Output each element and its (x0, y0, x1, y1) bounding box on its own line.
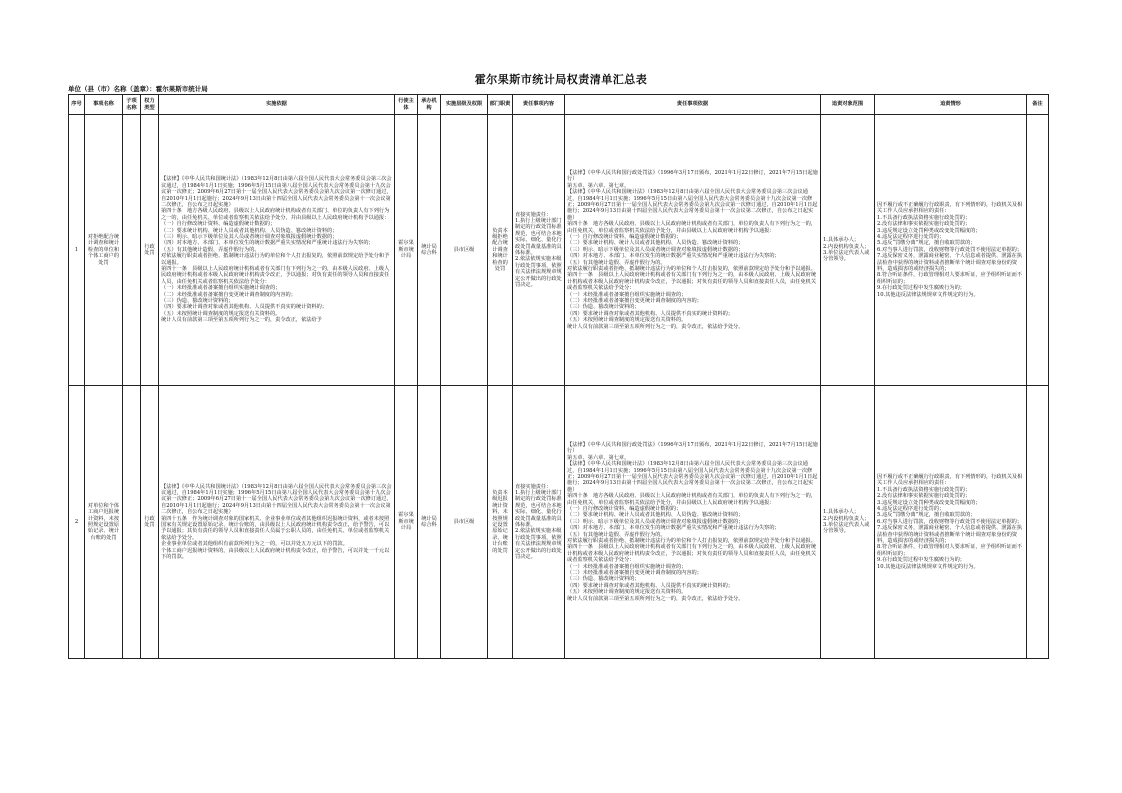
power-list-table (68, 94, 1049, 659)
row-duty-content: 直接实施责任： 1.执行上级统计部门制定的行政处罚标准规范，也可结合本地实际，细化、量化行政处罚裁量基准的具体标准。 2.依法依规实施本级行政处罚事项，依照有关法律法规规章规定公开做出的行政处罚决定。 (513, 386, 565, 659)
header-seq: 序号 (69, 95, 85, 115)
row-duty-basis: 【法律】《中华人民共和国行政处罚法》（1996年3月17日颁布，2021年1月22日修订，2021年7月15日起施行） 第五章、第六章、第七章。 【法律】《中华人民共和国统计法》（1983年12月8日由第六届全国人民代表大会常务委员会第三次会议通过，自1984年1月1日实施；1996年5月15日由第八届全国人民代表大会常务委员会第十九次会议第一次修正；2009年6月27日第十一届全国人民代表大会常务委员会第九次会议第一次修订通过，自2010年1月1日起施行；2024年9月13日由第十四届全国人民代表大会常务委员会第十一次会议第二次修正，自公布之日起实施） 第四十条 地方各级人民政府、县级以上人民政府统计机构或者有关部门、单位的负责人有下列行为之一的，由任免机关、单位或者监察机关依法给予处分，并由县级以上人民政府统计机构予以通报： （一）自行修改统计资料、编造虚假统计数据的； （二）要求统计机构、统计人员或者其他机构、人员伪造、篡改统计资料的； （三）明示、暗示下级单位及其人员或者统计调查对象填报虚假统计数据的； （四）对本地方、本部门、本单位发生的统计数据严重失实情况和严重统计违法行为失察的； （五）有其他统计造假、弄虚作假行为的。 对依法履行职责或者拒绝、抵制统计违法行为的单位和个人打击报复的，依照前款规定给予处分和予以通报。 第四十一条 县级以上人民政府统计机构或者有关部门有下列行为之一的，由本级人民政府、上级人民政府统计机构或者本级人民政府统计机构责令改正，予以通报；对负有责任的领导人员和直接责任人员，由任免机关或者监察机关依法给予处分： （一）未经批准或者备案擅自组织实施统计调查的； （二）未经批准或者备案擅自变更统计调查制度的内容的； （三）伪造、篡改统计资料的； （四）要求统计调查对象或者其他机构、人员提供不真实的统计资料的； （五）未按照统计调查制度的规定报送有关资料的。 统计人员有前款第三项至第五项所列行为之一的，责令改正，依法给予处分。 (565, 115, 821, 386)
page-title: 霍尔果斯市统计局权责清单汇总表 (474, 73, 648, 86)
row-accountability-cases: 因不履行或不正确履行行政职责，有下列情形的，行政机关及相关工作人员应承担相应的责任： 1.不具备行政执法资格实施行政处罚的； 2.没有法律和事实依据实施行政处罚的； 3.违反规定设立处罚种类或改变处罚幅度的； 4.违反法定程序进行处罚的； 5.违反“罚缴分离”规定，擅自收取罚款的； 6.对当事人进行罚款，没收财物等行政处罚不使用法定单据的； 7.违反保密义务，泄露商业秘密、个人信息或者提供、泄露在执法检查中获得的统计资料或者推断单个统计调查对象身份的资料，造成损害的或经济损失的； 8.符合听证条件，行政管理相对人要求听证，应予组织听证而不组织听证的； 9.在行政处罚过程中发生腐败行为的； 10.其他违反法律法规规章文件规定的行为。 (875, 386, 1027, 659)
header-power-type: 权力类型 (141, 95, 159, 115)
header-basis: 实施依据 (159, 95, 395, 115)
row-accountability-scope: 1.具体承办人； 2.内设机构负责人； 3.单位法定代表人或分管领导。 (821, 115, 875, 386)
header-handler: 承办机构 (418, 95, 441, 115)
header-duty-basis: 责任事项依据 (565, 95, 821, 115)
row-dept-duty: 负责本级迟报统计资料，未按照规定设置原始记录、统计台账的处罚 (488, 386, 513, 659)
header-dept-duty: 部门职责 (488, 95, 513, 115)
header-duty-content: 责任事项内容 (513, 95, 565, 115)
row-basis: 【法律】《中华人民共和国统计法》（1983年12月8日由第六届全国人民代表大会常务委员会第三次会议通过，自1984年1月1日实施；1996年5月15日由第八届全国人民代表大会常务委员会第十九次会议第一次修正；2009年6月27日第十一届全国人民代表大会常务委员会第九次会议第一次修订通过，自2010年1月1日起施行；2024年9月13日由第十四届全国人民代表大会常务委员会第十一次会议第二次修正，自公布之日起实施） 第四十五条 作为统计调查对象的国家机关、企业事业单位或者其他组织迟报统计资料，或者未按照国家有关规定设置原始记录、统计台账的，由县级以上人民政府统计机构责令改正，给予警告，可以予以通报；其负有责任的领导人员和直接责任人员属于公职人员的，由任免机关、单位或者监察机关依法给予处分。 企业事业单位或者其他组织有前款所列行为之一的，可以并处五万元以下的罚款。 个体工商户迟报统计资料的，由县级以上人民政府统计机构责令改正，给予警告，可以并处一千元以下的罚款。 (159, 386, 395, 659)
row-remarks (1027, 115, 1049, 386)
row-duty-content: 直接实施责任： 1.执行上级统计部门制定的行政处罚标准规范，也可结合本地实际，细化、量化行政处罚裁量基准的具体标准。 2.依法依规实施本级行政处罚事项，依照有关法律法规规章规定公开做出的行政处罚决定。 (513, 115, 565, 386)
row-seq: 1 (69, 115, 85, 386)
header-accountability-scope: 追责对象范围 (821, 95, 875, 115)
row-duty-basis: 【法律】《中华人民共和国行政处罚法》（1996年3月17日颁布，2021年1月22日修订，2021年7月15日起施行） 第五章、第六章、第七章。 【法律】《中华人民共和国统计法》（1983年12月8日由第六届全国人民代表大会常务委员会第三次会议通过，自1984年1月1日实施；1996年5月15日由第八届全国人民代表大会常务委员会第十九次会议第一次修正；2009年6月27日第十一届全国人民代表大会常务委员会第九次会议第一次修订通过，自2010年1月1日起施行；2024年9月13日由第十四届全国人民代表大会常务委员会第十一次会议第二次修正，自公布之日起实施） 第四十条 地方各级人民政府、县级以上人民政府统计机构或者有关部门、单位的负责人有下列行为之一的，由任免机关、单位或者监察机关依法给予处分，并由县级以上人民政府统计机构予以通报： （一）自行修改统计资料、编造虚假统计数据的； （二）要求统计机构、统计人员或者其他机构、人员伪造、篡改统计资料的； （三）明示、暗示下级单位及其人员或者统计调查对象填报虚假统计数据的； （四）对本地方、本部门、本单位发生的统计数据严重失实情况和严重统计违法行为失察的； （五）有其他统计造假、弄虚作假行为的。 对依法履行职责或者拒绝、抵制统计违法行为的单位和个人打击报复的，依照前款规定给予处分和予以通报。 第四十一条 县级以上人民政府统计机构或者有关部门有下列行为之一的，由本级人民政府、上级人民政府统计机构或者本级人民政府统计机构责令改正，予以通报；对负有责任的领导人员和直接责任人员，由任免机关或者监察机关依法给予处分： （一）未经批准或者备案擅自组织实施统计调查的； （二）未经批准或者备案擅自变更统计调查制度的内容的； （三）伪造、篡改统计资料的； （四）要求统计调查对象或者其他机构、人员提供不真实的统计资料的； （五）未按照统计调查制度的规定报送有关资料的。 统计人员有前款第三项至第五项所列行为之一的，责令改正，依法给予处分。 (565, 386, 821, 659)
row-level (441, 115, 488, 386)
row-dept-duty: 负责本级拒绝配合统计调查和统计检查的处罚 (488, 115, 513, 386)
row-basis: 【法律】《中华人民共和国统计法》（1983年12月8日由第六届全国人民代表大会常务委员会第三次会议通过，自1984年1月1日实施；1996年5月15日由第八届全国人民代表大会常务委员会第十九次会议第一次修正；2009年6月27日第十一届全国人民代表大会常务委员会第九次会议第一次修订通过，自2010年1月1日起施行；2024年9月13日由第十四届全国人民代表大会常务委员会第十一次会议第二次修正，自公布之日起实施） 第四十条 地方各级人民政府、县级以上人民政府统计机构或者有关部门、单位的负责人有下列行为之一的，由任免机关、单位或者监察机关依法给予处分，并由县级以上人民政府统计机构予以通报： （一）自行修改统计资料、编造虚假统计数据的； （二）要求统计机构、统计人员或者其他机构、人员伪造、篡改统计资料的； （三）明示、暗示下级单位及其人员或者统计调查对象填报虚假统计数据的； （四）对本地方、本部门、本单位发生的统计数据严重失实情况和严重统计违法行为失察的； （五）有其他统计造假、弄虚作假行为的。 对依法履行职责或者拒绝、抵制统计违法行为的单位和个人打击报复的，依照前款规定给予处分和予以通报。 第四十一条 县级以上人民政府统计机构或者有关部门有下列行为之一的，由本级人民政府、上级人民政府统计机构或者本级人民政府统计机构责令改正，予以通报；对负有责任的领导人员和直接责任人员，由任免机关或者监察机关依法给予处分： （一）未经批准或者备案擅自组织实施统计调查的； （二）未经批准或者备案擅自变更统计调查制度的内容的； （三）伪造、篡改统计资料的； （四）要求统计调查对象或者其他机构、人员提供不真实的统计资料的； （五）未按照统计调查制度的规定报送有关资料的。 统计人员有前款第三项至第五项所列行为之一的，责令改正，依法给予 (159, 115, 395, 386)
row-handler: 统计局综合科 (418, 386, 441, 659)
header-accountability-cases: 追责情形 (875, 95, 1027, 115)
row-power-type: 行政处罚 (141, 115, 159, 386)
row-handler: 统计局综合科 (418, 115, 441, 386)
row-accountability-cases: 因不履行或不正确履行行政职责，有下列情形的，行政机关及相关工作人员应承担相应的责任： 1.不具备行政执法资格实施行政处罚的； 2.没有法律和事实依据实施行政处罚的； 3.违反规定设立处罚种类或改变处罚幅度的； 4.违反法定程序进行处罚的； 5.违反“罚缴分离”规定，擅自收取罚款的； 6.对当事人进行罚款，没收财物等行政处罚不使用法定单据的； 7.违反保密义务，泄露商业秘密、个人信息或者提供、泄露在执法检查中获得的统计资料或者推断单个统计调查对象身份的资料，造成损害的或经济损失的； 8.符合听证条件，行政管理相对人要求听证，应予组织听证而不组织听证的； 9.在行政处罚过程中发生腐败行为的； 10.其他违反法律法规规章文件规定的行为。 (875, 115, 1027, 386)
row-item-name: 对单位和个体工商户迟报统计资料，未按照规定设置原始记录、统计台账的处罚 (85, 386, 123, 659)
row-level-text: 县市区级 (453, 246, 475, 253)
unit-line: 单位（县（市）名称（盖章）：霍尔果斯市统计局 (68, 85, 208, 93)
row-accountability-scope: 1.具体承办人； 2.内设机构负责人； 3.单位法定代表人或分管领导。 (821, 386, 875, 659)
header-remarks: 备注 (1027, 95, 1049, 115)
table-header-row (69, 95, 1049, 115)
row-level (441, 386, 488, 659)
row-power-type: 行政处罚 (141, 386, 159, 659)
table-row (69, 386, 1049, 659)
row-sub-item-name (123, 115, 141, 386)
row-sub-item-name (123, 386, 141, 659)
row-remarks (1027, 386, 1049, 659)
header-sub-item-name: 子项名称 (123, 95, 141, 115)
row-seq: 2 (69, 386, 85, 659)
header-item-name: 事项名称 (85, 95, 123, 115)
row-level-text: 县市区级 (453, 518, 475, 525)
row-item-name: 对拒绝配合统计调查和统计检查的单位和个体工商户的处罚 (85, 115, 123, 386)
row-subject: 霍尔果斯市统计局 (395, 115, 418, 386)
row-subject: 霍尔果斯市统计局 (395, 386, 418, 659)
table-row (69, 115, 1049, 386)
header-level: 实施层级及权限 (441, 95, 488, 115)
header-subject: 行使主体 (395, 95, 418, 115)
